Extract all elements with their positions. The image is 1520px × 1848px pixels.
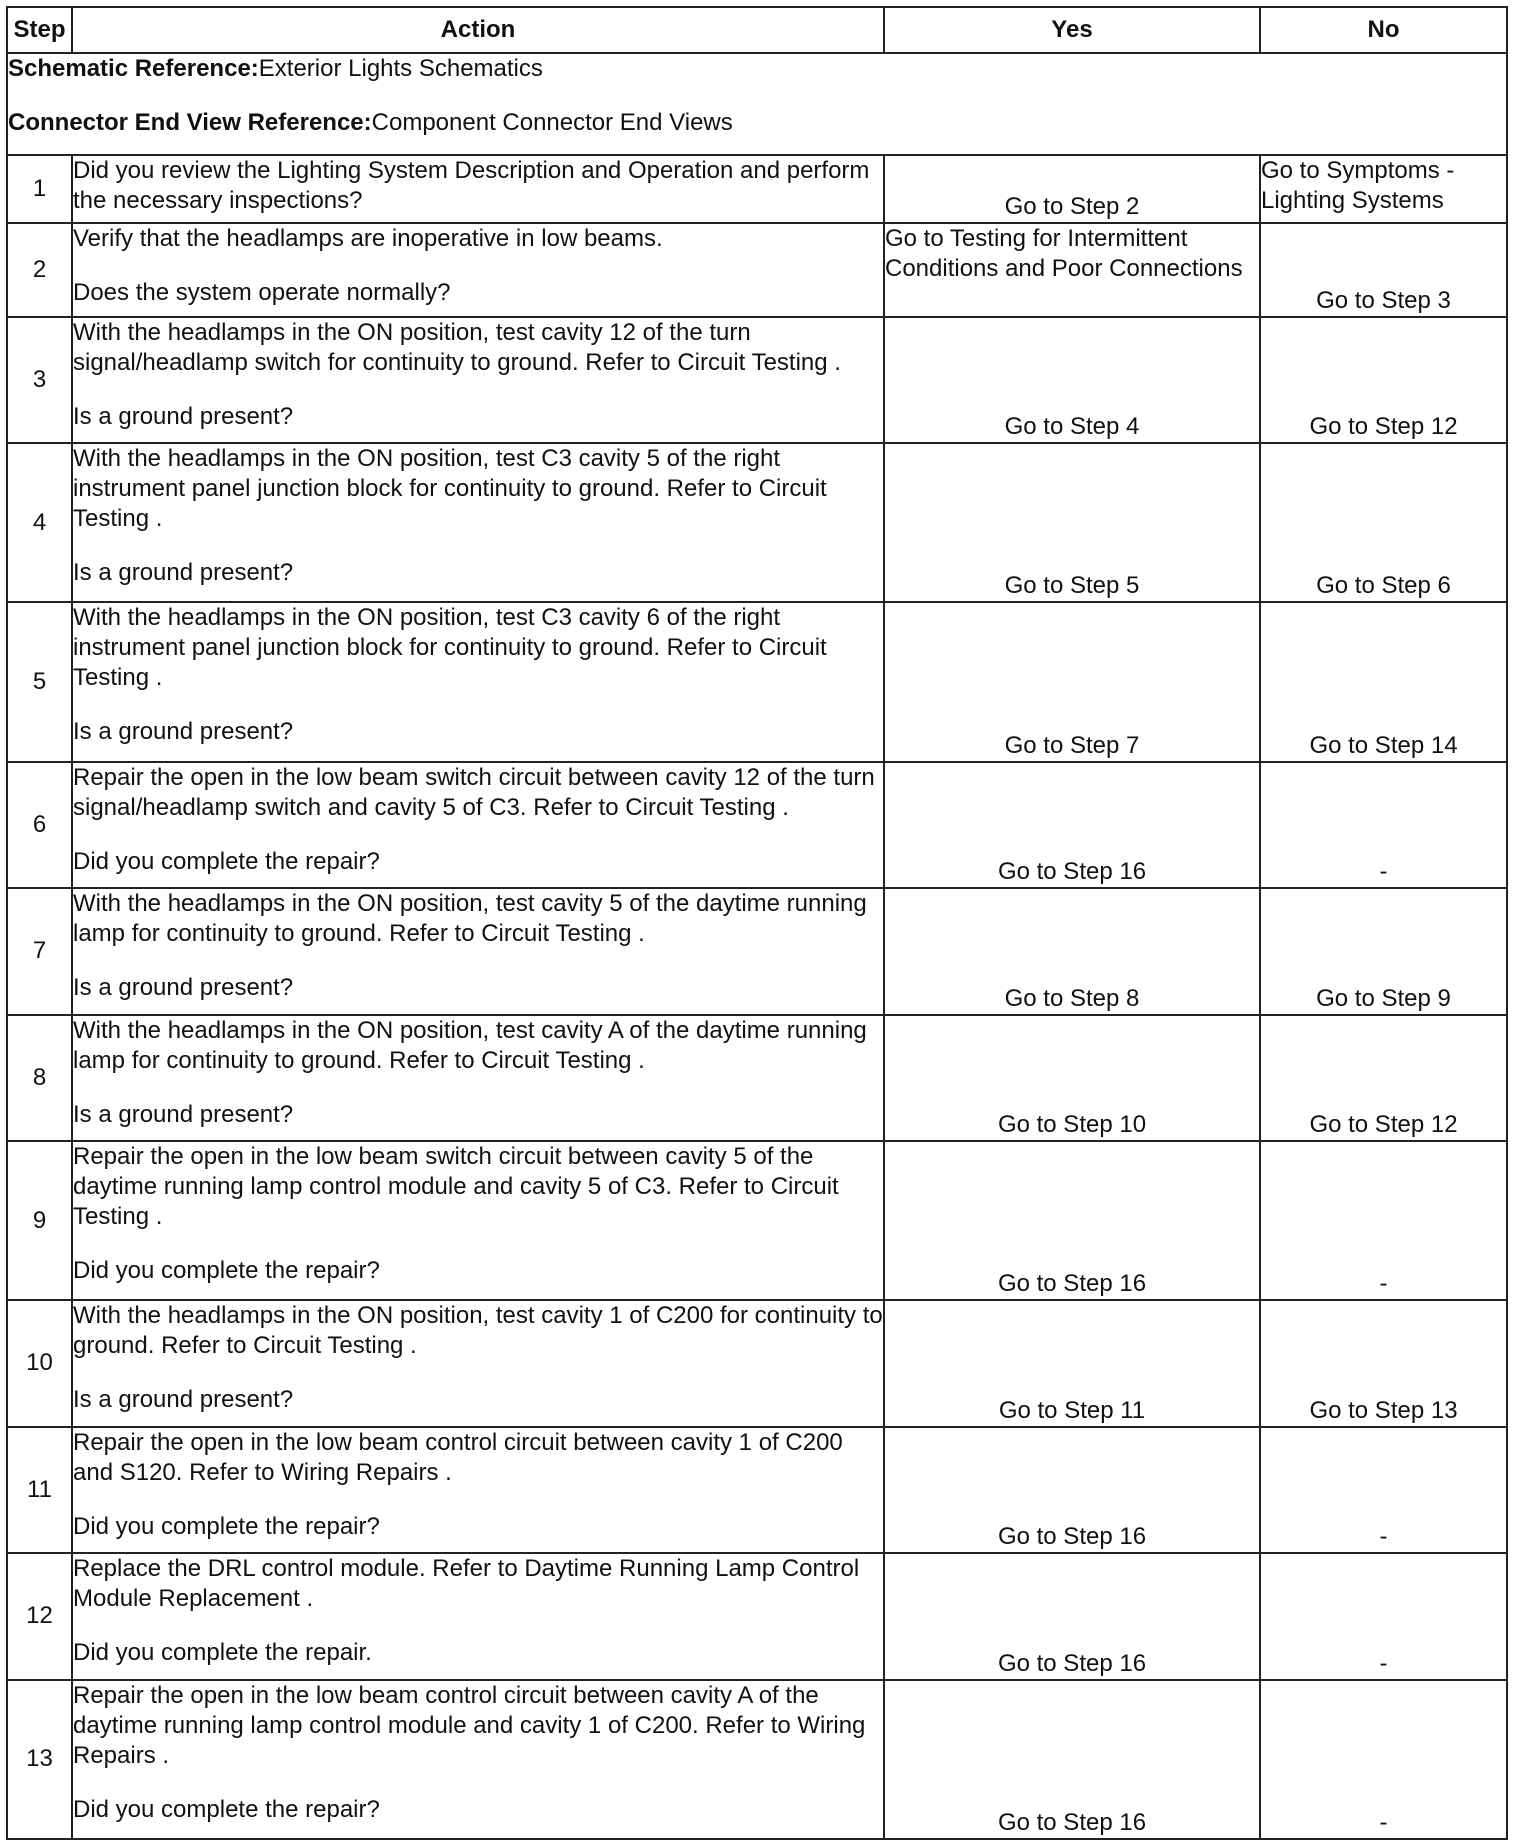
yes-result[interactable]: Go to Step 16 [884,1553,1260,1679]
table-body [7,7,1507,1839]
no-result[interactable]: Go to Step 3 [1260,223,1507,317]
table-row [7,1141,1507,1300]
step-number: 5 [7,602,72,761]
action-text: With the headlamps in the ON position, test C3 cavity 5 of the right instrument panel junction block for continuity to ground. Refer to Circuit Testing . [73,445,827,533]
step-number: 7 [7,888,72,1014]
action-cell [72,1680,884,1839]
action-text: With the headlamps in the ON position, test cavity 5 of the daytime running lamp for continuity to ground. Refer to Circuit Testing . [73,890,867,948]
action-cell [72,1141,884,1300]
schematic-reference-label: Schematic Reference: [8,54,259,82]
no-result[interactable]: Go to Step 9 [1260,888,1507,1014]
table-row [7,1553,1507,1679]
yes-result[interactable]: Go to Step 10 [884,1015,1260,1141]
table-row [7,888,1507,1014]
action-cell [72,762,884,888]
table-row [7,602,1507,761]
action-text: Did you review the Lighting System Description and Operation and perform the necessary inspections? [73,157,870,215]
action-text: With the headlamps in the ON position, test cavity A of the daytime running lamp for continuity to ground. Refer to Circuit Testing . [73,1016,867,1074]
header-yes: Yes [884,7,1260,53]
header-action: Action [72,7,884,53]
no-result[interactable]: Go to Step 13 [1260,1300,1507,1426]
action-text: Repair the open in the low beam switch circuit between cavity 12 of the turn signal/headlamp switch and cavity 5 of C3. Refer to Circuit Testing . [73,763,875,821]
reference-row [7,53,1507,156]
table-row [7,1680,1507,1839]
table-row [7,1015,1507,1141]
no-result[interactable]: Go to Step 14 [1260,602,1507,761]
table-row [7,223,1507,317]
step-number: 2 [7,223,72,317]
header-no: No [1260,7,1507,53]
schematic-reference [8,54,1506,84]
action-question: Did you complete the repair? [73,1257,380,1285]
action-question: Is a ground present? [73,1386,294,1414]
action-cell [72,317,884,443]
table-row [7,155,1507,223]
no-result: - [1260,1141,1507,1300]
step-number: 4 [7,443,72,602]
step-number: 11 [7,1427,72,1553]
step-number: 9 [7,1141,72,1300]
action-text: Repair the open in the low beam switch circuit between cavity 5 of the daytime running lamp control module and cavity 5 of C3. Refer to Circuit Testing . [73,1143,839,1231]
step-number: 3 [7,317,72,443]
action-question: Did you complete the repair? [73,847,380,875]
action-question: Is a ground present? [73,974,294,1002]
yes-result[interactable]: Go to Step 16 [884,1680,1260,1839]
header-step: Step [7,7,72,53]
step-number: 8 [7,1015,72,1141]
action-question: Did you complete the repair? [73,1512,380,1540]
action-question: Did you complete the repair? [73,1795,380,1823]
action-text: Repair the open in the low beam control circuit between cavity 1 of C200 and S120. Refer to Wiring Repairs . [73,1428,843,1486]
no-result[interactable]: Go to Step 12 [1260,317,1507,443]
action-cell [72,155,884,223]
no-result: - [1260,1427,1507,1553]
action-text: With the headlamps in the ON position, test cavity 12 of the turn signal/headlamp switch for continuity to ground. Refer to Circuit Testing . [73,318,841,376]
action-question: Does the system operate normally? [73,278,451,306]
action-cell [72,443,884,602]
no-result[interactable]: Go to Step 12 [1260,1015,1507,1141]
action-text: With the headlamps in the ON position, test C3 cavity 6 of the right instrument panel junction block for continuity to ground. Refer to Circuit Testing . [73,604,827,692]
action-question: Is a ground present? [73,559,294,587]
action-question: Is a ground present? [73,1100,294,1128]
action-question: Is a ground present? [73,718,294,746]
step-number: 12 [7,1553,72,1679]
yes-result[interactable]: Go to Step 8 [884,888,1260,1014]
table-row [7,443,1507,602]
connector-reference-link[interactable]: Component Connector End Views [371,108,733,136]
table-row [7,1300,1507,1426]
action-question: Is a ground present? [73,402,294,430]
connector-reference-label: Connector End View Reference: [8,108,372,136]
yes-result[interactable]: Go to Testing for Intermittent Conditions and Poor Connections [884,223,1260,317]
table-row [7,762,1507,888]
yes-result[interactable]: Go to Step 2 [884,155,1260,223]
diagnostic-table [6,6,1508,1840]
yes-result[interactable]: Go to Step 16 [884,1141,1260,1300]
step-number: 6 [7,762,72,888]
action-text: Replace the DRL control module. Refer to Daytime Running Lamp Control Module Replacement . [73,1555,860,1613]
action-cell [72,223,884,317]
no-result: - [1260,1553,1507,1679]
action-cell [72,602,884,761]
yes-result[interactable]: Go to Step 7 [884,602,1260,761]
reference-cell [7,53,1507,156]
action-text: Repair the open in the low beam control circuit between cavity A of the daytime running lamp control module and cavity 1 of C200. Refer to Wiring Repairs . [73,1681,866,1769]
yes-result[interactable]: Go to Step 16 [884,1427,1260,1553]
action-text: With the headlamps in the ON position, test cavity 1 of C200 for continuity to ground. Refer to Circuit Testing . [73,1302,883,1360]
action-text: Verify that the headlamps are inoperative in low beams. [73,224,663,252]
step-number: 10 [7,1300,72,1426]
yes-result[interactable]: Go to Step 16 [884,762,1260,888]
action-question: Did you complete the repair. [73,1639,372,1667]
table-row [7,317,1507,443]
no-result: - [1260,762,1507,888]
no-result[interactable]: Go to Step 6 [1260,443,1507,602]
action-cell [72,1553,884,1679]
no-result: - [1260,1680,1507,1839]
table-row [7,1427,1507,1553]
yes-result[interactable]: Go to Step 11 [884,1300,1260,1426]
connector-reference [8,108,1506,138]
header-row [7,7,1507,53]
schematic-reference-link[interactable]: Exterior Lights Schematics [258,54,543,82]
action-cell [72,1300,884,1426]
action-cell [72,888,884,1014]
step-number: 13 [7,1680,72,1839]
action-cell [72,1015,884,1141]
yes-result[interactable]: Go to Step 4 [884,317,1260,443]
no-result[interactable]: Go to Symptoms - Lighting Systems [1260,155,1507,223]
yes-result[interactable]: Go to Step 5 [884,443,1260,602]
action-cell [72,1427,884,1553]
step-number: 1 [7,155,72,223]
